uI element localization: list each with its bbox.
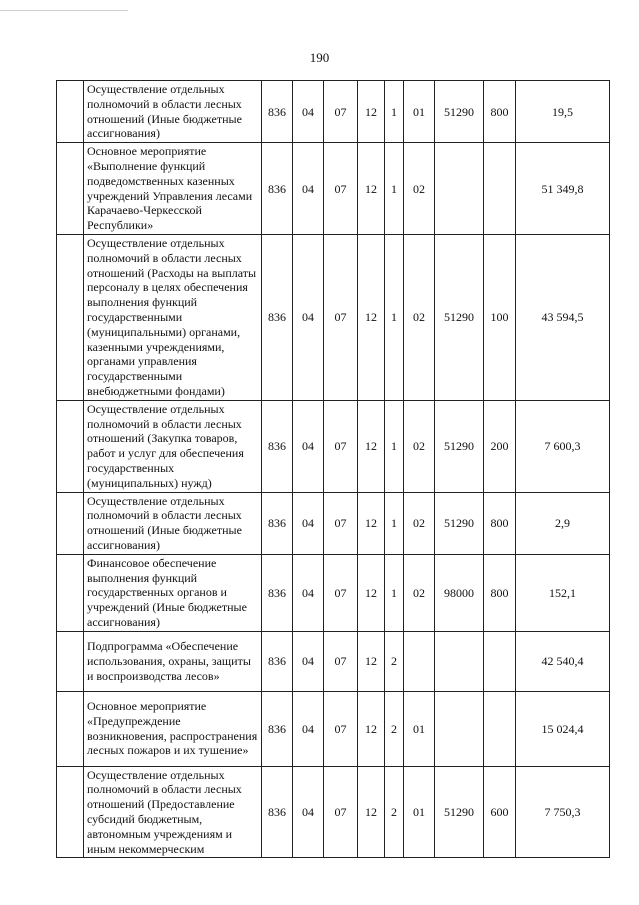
row-number-cell — [57, 631, 84, 691]
subprogram-code-cell: 1 — [385, 234, 404, 400]
section-code-cell: 04 — [293, 631, 324, 691]
amount-cell: 7 750,3 — [516, 766, 610, 858]
subprogram-code-cell: 1 — [385, 554, 404, 631]
subsection-code-cell: 07 — [324, 143, 358, 235]
row-number-cell — [57, 492, 84, 554]
amount-cell: 7 600,3 — [516, 400, 610, 492]
event-code-cell: 01 — [404, 691, 435, 766]
section-code-cell: 04 — [293, 766, 324, 858]
table-row — [57, 400, 610, 492]
subprogram-code-cell: 1 — [385, 81, 404, 143]
page-number: 190 — [309, 50, 330, 65]
row-number-cell — [57, 234, 84, 400]
event-code-cell: 02 — [404, 492, 435, 554]
amount-cell: 42 540,4 — [516, 631, 610, 691]
row-name-cell: Осуществление отдельных полномочий в области лесных отношений (Расходы на выплаты персоналу в целях обеспечения выполнения функций государственными (муниципальными) органами, казенными учреждениями, органами управления государственными внебюджетными фондами) — [84, 234, 262, 400]
expense-type-cell: 200 — [484, 400, 516, 492]
direction-code-cell — [435, 691, 484, 766]
amount-cell: 43 594,5 — [516, 234, 610, 400]
direction-code-cell: 51290 — [435, 492, 484, 554]
row-number-cell — [57, 766, 84, 858]
subsection-code-cell: 07 — [324, 631, 358, 691]
row-name-cell: Подпрограмма «Обеспечение использования, охраны, защиты и воспроизводства лесов» — [84, 631, 262, 691]
event-code-cell: 02 — [404, 554, 435, 631]
ministry-code-cell: 836 — [262, 81, 293, 143]
budget-table — [56, 80, 610, 858]
subprogram-code-cell: 2 — [385, 631, 404, 691]
ministry-code-cell: 836 — [262, 234, 293, 400]
amount-cell: 51 349,8 — [516, 143, 610, 235]
event-code-cell: 01 — [404, 81, 435, 143]
event-code-cell — [404, 631, 435, 691]
ministry-code-cell: 836 — [262, 631, 293, 691]
subprogram-code-cell: 1 — [385, 492, 404, 554]
subsection-code-cell: 07 — [324, 81, 358, 143]
amount-cell: 19,5 — [516, 81, 610, 143]
row-name-cell: Осуществление отдельных полномочий в области лесных отношений (Предоставление субсидий бюджетным, автономным учреждениям и иным некоммерческим — [84, 766, 262, 858]
direction-code-cell: 51290 — [435, 766, 484, 858]
expense-type-cell: 800 — [484, 554, 516, 631]
table-row — [57, 631, 610, 691]
expense-type-cell — [484, 143, 516, 235]
program-code-cell: 12 — [358, 554, 385, 631]
table-row — [57, 234, 610, 400]
row-number-cell — [57, 81, 84, 143]
expense-type-cell — [484, 631, 516, 691]
section-code-cell: 04 — [293, 400, 324, 492]
direction-code-cell — [435, 631, 484, 691]
amount-cell: 15 024,4 — [516, 691, 610, 766]
expense-type-cell — [484, 691, 516, 766]
row-name-cell: Осуществление отдельных полномочий в области лесных отношений (Иные бюджетные ассигнования) — [84, 81, 262, 143]
row-name-cell: Осуществление отдельных полномочий в области лесных отношений (Закупка товаров, работ и услуг для обеспечения государственных (муниципальных) нужд) — [84, 400, 262, 492]
program-code-cell: 12 — [358, 766, 385, 858]
event-code-cell: 01 — [404, 766, 435, 858]
table-row — [57, 766, 610, 858]
section-code-cell: 04 — [293, 554, 324, 631]
ministry-code-cell: 836 — [262, 766, 293, 858]
section-code-cell: 04 — [293, 234, 324, 400]
expense-type-cell: 100 — [484, 234, 516, 400]
row-number-cell — [57, 143, 84, 235]
amount-cell: 2,9 — [516, 492, 610, 554]
ministry-code-cell: 836 — [262, 143, 293, 235]
subsection-code-cell: 07 — [324, 766, 358, 858]
row-number-cell — [57, 400, 84, 492]
expense-type-cell: 800 — [484, 492, 516, 554]
expense-type-cell: 600 — [484, 766, 516, 858]
row-name-cell: Финансовое обеспечение выполнения функций государственных органов и учреждений (Иные бюджетные ассигнования) — [84, 554, 262, 631]
ministry-code-cell: 836 — [262, 492, 293, 554]
subsection-code-cell: 07 — [324, 492, 358, 554]
program-code-cell: 12 — [358, 691, 385, 766]
row-name-cell: Основное мероприятие «Предупреждение возникновения, распространения лесных пожаров и их тушение» — [84, 691, 262, 766]
direction-code-cell: 98000 — [435, 554, 484, 631]
table-row — [57, 492, 610, 554]
program-code-cell: 12 — [358, 234, 385, 400]
subprogram-code-cell: 1 — [385, 400, 404, 492]
subsection-code-cell: 07 — [324, 400, 358, 492]
subsection-code-cell: 07 — [324, 691, 358, 766]
direction-code-cell: 51290 — [435, 400, 484, 492]
section-code-cell: 04 — [293, 143, 324, 235]
row-number-cell — [57, 554, 84, 631]
program-code-cell: 12 — [358, 492, 385, 554]
ministry-code-cell: 836 — [262, 554, 293, 631]
subsection-code-cell: 07 — [324, 234, 358, 400]
section-code-cell: 04 — [293, 492, 324, 554]
row-name-cell: Осуществление отдельных полномочий в области лесных отношений (Иные бюджетные ассигнования) — [84, 492, 262, 554]
program-code-cell: 12 — [358, 631, 385, 691]
ministry-code-cell: 836 — [262, 400, 293, 492]
amount-cell: 152,1 — [516, 554, 610, 631]
table-row — [57, 691, 610, 766]
direction-code-cell: 51290 — [435, 234, 484, 400]
expense-type-cell: 800 — [484, 81, 516, 143]
table-row — [57, 554, 610, 631]
subprogram-code-cell: 1 — [385, 143, 404, 235]
table-body — [57, 81, 610, 858]
event-code-cell: 02 — [404, 234, 435, 400]
direction-code-cell: 51290 — [435, 81, 484, 143]
row-number-cell — [57, 691, 84, 766]
table-row — [57, 81, 610, 143]
section-code-cell: 04 — [293, 691, 324, 766]
subprogram-code-cell: 2 — [385, 691, 404, 766]
section-code-cell: 04 — [293, 81, 324, 143]
event-code-cell: 02 — [404, 143, 435, 235]
subprogram-code-cell: 2 — [385, 766, 404, 858]
program-code-cell: 12 — [358, 400, 385, 492]
program-code-cell: 12 — [358, 143, 385, 235]
program-code-cell: 12 — [358, 81, 385, 143]
row-name-cell: Основное мероприятие «Выполнение функций подведомственных казенных учреждений Управления лесами Карачаево-Черкесской Республики» — [84, 143, 262, 235]
ministry-code-cell: 836 — [262, 691, 293, 766]
scan-artifact-line — [0, 10, 128, 11]
table-row — [57, 143, 610, 235]
event-code-cell: 02 — [404, 400, 435, 492]
direction-code-cell — [435, 143, 484, 235]
subsection-code-cell: 07 — [324, 554, 358, 631]
